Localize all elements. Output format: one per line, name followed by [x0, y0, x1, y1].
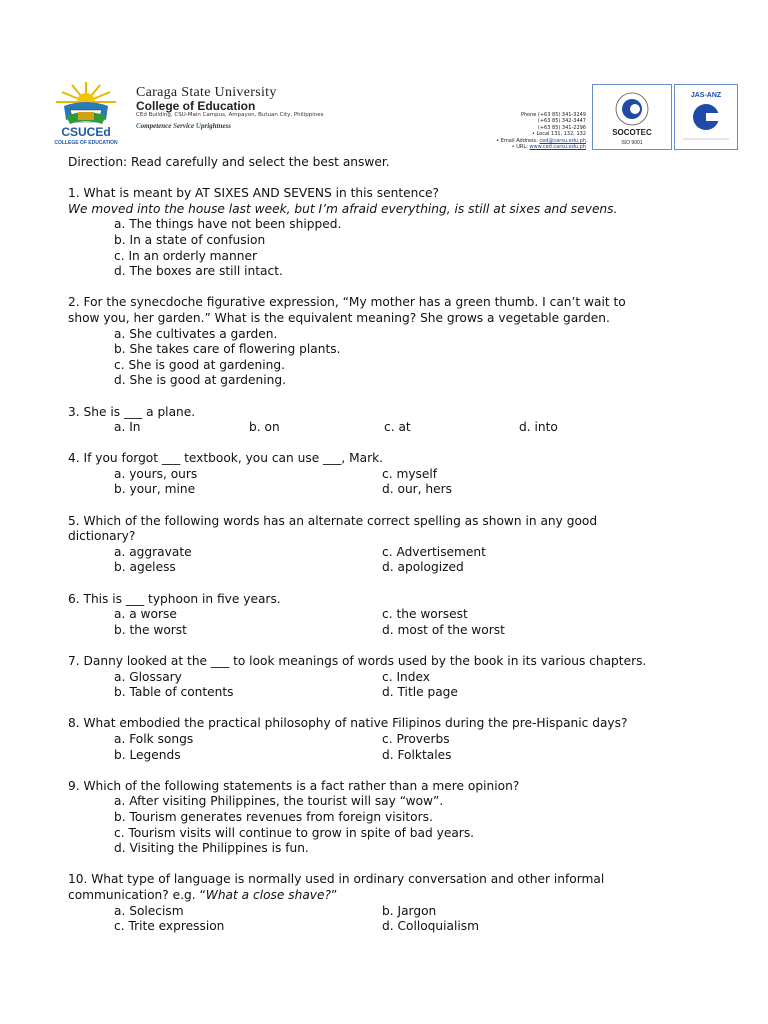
question-text-line-2: communication? e.g. “What a close shave?” — [68, 887, 338, 902]
url-line: • URL: www.ced.carsu.edu.ph — [511, 144, 586, 151]
direction-text: Direction: Read carefully and select the best answer. — [68, 155, 390, 169]
phone-line-1: Phone (+63 85) 341-3249 — [520, 112, 586, 118]
option-d: d. apologized — [382, 560, 464, 575]
contact-info — [470, 112, 586, 150]
options-row-1 — [68, 904, 708, 920]
option-d: d. into — [519, 420, 558, 435]
question-5 — [68, 514, 708, 576]
option-a: a. In — [114, 420, 141, 435]
options-row-2 — [68, 748, 708, 764]
options-row-2 — [68, 919, 708, 935]
question-text: 6. This is ___ typhoon in five years. — [68, 591, 281, 606]
option-a: a. a worse — [114, 607, 177, 622]
example-phrase: What a close shave? — [205, 887, 331, 902]
question-3 — [68, 405, 708, 436]
option-d: d. The boxes are still intact. — [114, 264, 283, 279]
question-text: 3. She is ___ a plane. — [68, 404, 196, 419]
options-row-2 — [68, 482, 708, 498]
quiz-content — [68, 155, 708, 935]
options-row-1 — [68, 732, 708, 748]
option-c: c. myself — [382, 466, 438, 481]
options-row-1 — [68, 607, 708, 623]
local-line: • Local 131, 132, 132 — [531, 131, 586, 138]
option-b: b. Table of contents — [114, 685, 234, 700]
question-text-line-1: 2. For the synecdoche figurative expression, “My mother has a green thumb. I can’t wait to — [68, 295, 626, 310]
options-row-2 — [68, 623, 708, 639]
option-a: a. The things have not been shipped. — [114, 217, 342, 232]
option-b: b. Tourism generates revenues from foreign visitors. — [114, 809, 433, 824]
question-text: 8. What embodied the practical philosophy of native Filipinos during the pre-Hispanic days? — [68, 716, 628, 731]
question-6 — [68, 592, 708, 639]
logo-text: CSUCEd — [61, 125, 111, 139]
question-9 — [68, 779, 708, 857]
jas-anz-certification-badge — [674, 84, 738, 150]
socotec-certification-badge — [592, 84, 672, 150]
options-row-1 — [68, 467, 708, 483]
question-4 — [68, 451, 708, 498]
university-name: Caraga State University — [136, 85, 277, 100]
option-b: b. In a state of confusion — [114, 232, 266, 247]
option-c: c. Tourism visits will continue to grow in spite of bad years. — [114, 825, 475, 840]
option-a: a. She cultivates a garden. — [114, 326, 278, 341]
question-text: 4. If you forgot ___ textbook, you can use ___, Mark. — [68, 451, 384, 466]
options-row-2 — [68, 560, 708, 576]
option-a: a. Solecism — [114, 903, 184, 918]
question-2 — [68, 295, 708, 389]
option-c: c. the worsest — [382, 607, 468, 622]
question-text-line-1: 5. Which of the following words has an alternate correct spelling as shown in any good — [68, 513, 598, 528]
letterhead — [0, 74, 768, 154]
iso-label: ISO 9001 — [621, 140, 643, 146]
option-a: a. Folk songs — [114, 731, 194, 746]
question-10 — [68, 872, 708, 934]
option-d: d. Colloquialism — [382, 919, 479, 934]
option-c: c. Index — [382, 669, 430, 684]
question-text: 1. What is meant by AT SIXES AND SEVENS in this sentence? — [68, 186, 439, 201]
option-d: d. Folktales — [382, 747, 452, 762]
option-b: b. Legends — [114, 747, 181, 762]
option-c: c. She is good at gardening. — [114, 357, 285, 372]
question-text-line-2: dictionary? — [68, 529, 136, 544]
option-b: b. your, mine — [114, 482, 196, 497]
option-d: d. our, hers — [382, 482, 453, 497]
phone-line-3: (+63 85) 341-2296 — [537, 124, 586, 131]
option-b: b. on — [249, 420, 280, 435]
option-c: c. Advertisement — [382, 544, 486, 559]
option-a: a. aggravate — [114, 544, 192, 559]
option-b: b. She takes care of flowering plants. — [114, 342, 341, 357]
question-8 — [68, 716, 708, 763]
option-b: b. Jargon — [382, 903, 437, 918]
options-row — [68, 420, 708, 436]
options-row-2 — [68, 685, 708, 701]
example-sentence: We moved into the house last week, but I’m afraid everything, is still at sixes and sevens. — [68, 201, 618, 216]
option-c: c. Proverbs — [382, 731, 450, 746]
email-link[interactable]: ced@carsu.edu.ph — [539, 137, 586, 144]
logo-subtext: COLLEGE OF EDUCATION — [54, 140, 118, 146]
socotec-label: SOCOTEC — [612, 128, 652, 137]
options-row-1 — [68, 670, 708, 686]
college-name: College of Education — [136, 99, 256, 113]
option-a: a. Glossary — [114, 669, 182, 684]
option-a: a. yours, ours — [114, 466, 198, 481]
website-link[interactable]: www.ced.carsu.edu.ph — [529, 144, 586, 151]
option-a: a. After visiting Philippines, the tourist will say “wow”. — [114, 794, 444, 809]
option-c: c. Trite expression — [114, 919, 225, 934]
university-logo — [48, 80, 124, 152]
option-d: d. most of the worst — [382, 622, 505, 637]
option-d: d. Title page — [382, 685, 458, 700]
jas-anz-label: JAS-ANZ — [690, 92, 722, 99]
option-b: b. ageless — [114, 560, 176, 575]
college-address: CEd Building, CSU-Main Campus, Ampayon, Butuan City, Philippines — [136, 112, 324, 118]
question-7 — [68, 654, 708, 701]
option-d: d. She is good at gardening. — [114, 373, 286, 388]
question-text-line-2: show you, her garden.” What is the equivalent meaning? She grows a vegetable garden. — [68, 310, 610, 325]
option-d: d. Visiting the Philippines is fun. — [114, 841, 309, 856]
phone-line-2: (+63 85) 342-3447 — [537, 118, 586, 125]
options-row-1 — [68, 545, 708, 561]
question-text-line-1: 10. What type of language is normally used in ordinary conversation and other informal — [68, 872, 605, 887]
option-c: c. In an orderly manner — [114, 248, 257, 263]
motto: Competence Service Uprightness — [136, 122, 231, 130]
question-1 — [68, 186, 708, 280]
option-b: b. the worst — [114, 622, 187, 637]
question-text: 9. Which of the following statements is a fact rather than a mere opinion? — [68, 778, 520, 793]
email-line: • Email Address: ced@carsu.edu.ph — [496, 137, 586, 144]
question-text: 7. Danny looked at the ___ to look meanings of words used by the book in its various chapters. — [68, 654, 647, 668]
option-c: c. at — [384, 420, 411, 435]
